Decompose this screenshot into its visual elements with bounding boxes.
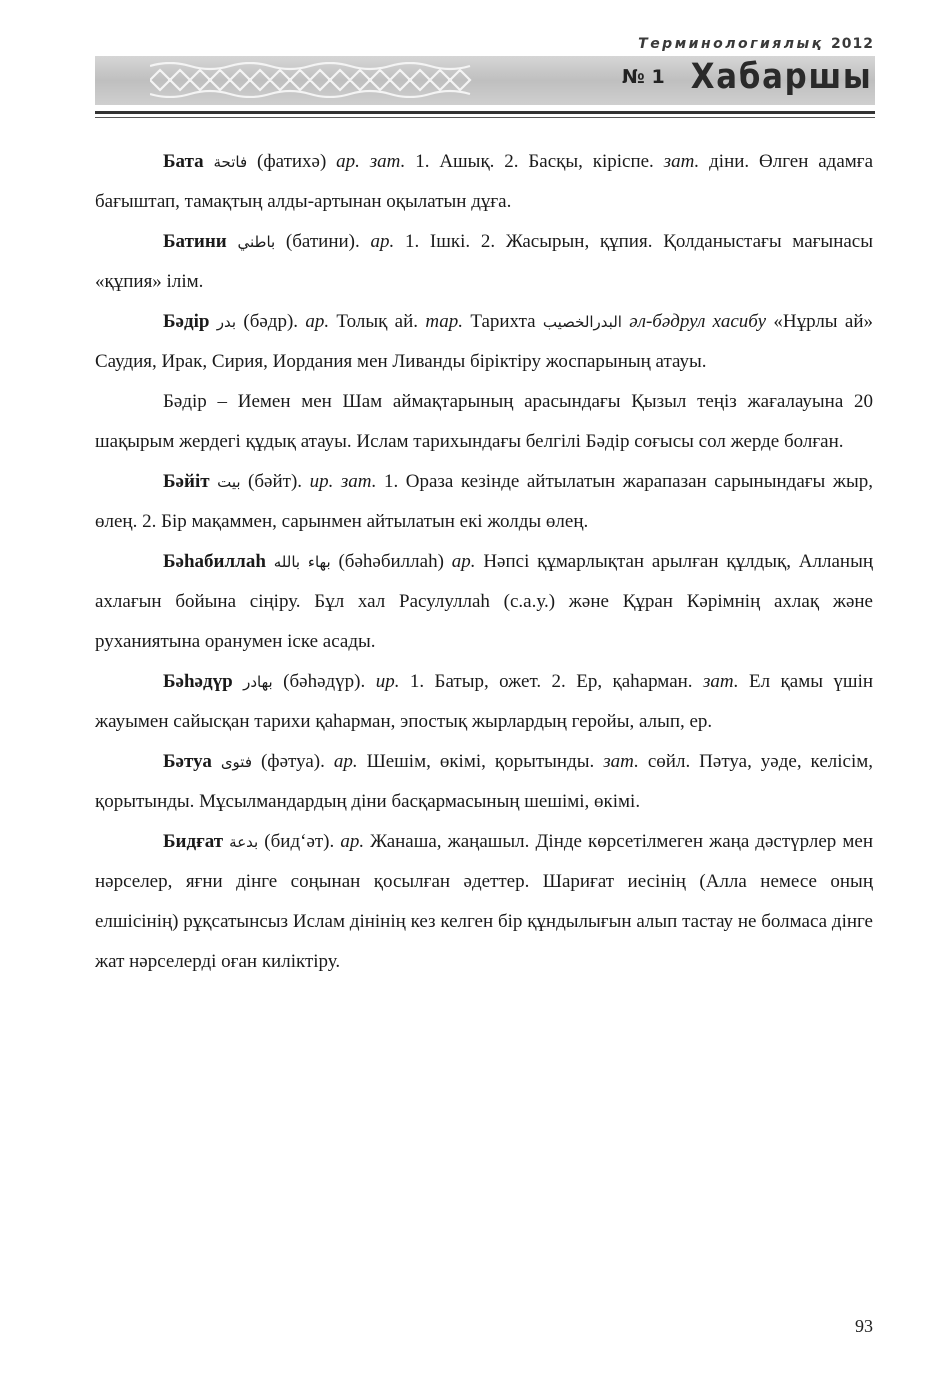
entry-headword: Бәһәдүр [163,671,233,692]
entry-7 [95,662,873,742]
entry-body: (фәтуа). ар. Шешім, өкімі, қорытынды. зат. сөйл. Пәтуа, уәде, келісім, қорытынды. Мұсылмандардың діни басқармасының шешімі, өкімі. [95,751,873,812]
header-rule-thick [95,111,875,114]
running-header-title [610,36,874,52]
entry-body: (бәһәбиллаһ) ар. Нәпсі құмарлықтан арылған құлдық, Алланың ахлағын бойына сіңіру. Бұл хал Расулуллаһ (с.а.у.) және Құран Кәрімнің ахлақ және руханиятына оранумен іске асады. [95,551,874,652]
header-rule-thin [95,117,875,118]
entry-headword: Бәһабиллаһ [163,551,266,572]
entry-body: (бәһәдүр). ир. 1. Батыр, ожет. 2. Ер, қаһарман. зат. Ел қамы үшін жауымен сайысқан тарихи қаһарман, эпостық жырлардың геройы, алып, ер. [95,671,874,732]
entry-headword: Бидғат [163,831,224,852]
entry-9 [95,822,873,982]
entry-headword: Бата [163,151,204,172]
entry-8 [95,742,873,822]
header-band [95,56,875,105]
entry-1 [95,142,873,222]
entry-body: (бәйт). ир. зат. 1. Ораза кезінде айтылатын жарапазан сарынындағы жыр, өлең. 2. Бір мақаммен, сарынмен айтылатын екі жолды өлең. [95,471,873,532]
entry-2 [95,222,873,302]
journal-top-label: Терминологиялық [638,36,824,52]
entry-body: Бәдір – Иемен мен Шам аймақтарының арасындағы Қызыл теңіз жағалауына 20 шақырым жердегі құдық атауы. Ислам тарихындағы белгілі Бәдір соғысы сол жерде болған. [95,391,873,452]
entry-body: (бәдр). ар. Толық ай. тар. Тарихта البدرالخصيب әл-бәдрул хасибу «Нұрлы ай» Саудия, Ирак, Сирия, Иордания мен Ливанды біріктіру жоспарының атауы. [95,311,873,372]
entry-body: (батини). ар. 1. Ішкі. 2. Жасырын, құпия. Қолданыстағы мағынасы «құпия» ілім. [95,231,873,292]
entry-arabic: بهادر [243,673,273,691]
entry-5 [95,462,873,542]
entry-headword: Бәйіт [163,471,210,492]
ornament-pattern-icon [150,62,490,98]
entry-headword: Батини [163,231,227,252]
entry-arabic: باطني [237,233,276,251]
entry-arabic: بهاء بالله [273,553,331,571]
issue-number: № 1 [622,66,665,88]
entry-arabic: فتوى [220,753,252,771]
entry-headword: Бәтуа [163,751,212,772]
page-number: 93 [855,1316,873,1336]
entry-6 [95,542,873,662]
entry-body: (бид‘әт). ар. Жанаша, жаңашыл. Дінде көрсетілмеген жаңа дәстүрлер мен нәрселер, яғни дінге соңынан қосылған әдеттер. Шариғат иесінің (Алла немесе оның елшісінің) рұқсатынсыз Ислам дінінің кез келген бір құндылығын алып тастау не болмаса дінге жат нәрселерді оған киліктіру. [95,831,874,972]
entry-arabic: بدر [216,313,237,331]
dictionary-entries [95,142,873,982]
journal-year: 2012 [831,36,874,52]
entry-arabic: بدعة [229,833,259,851]
entry-arabic: فاتحة [213,153,248,171]
entry-body: (фатихә) ар. зат. 1. Ашық. 2. Басқы, кіріспе. зат. діни. Өлген адамға бағыштап, тамақтың алды-артынан оқылатын дұға. [95,151,874,212]
entry-headword: Бәдір [163,311,210,332]
entry-3 [95,302,873,382]
entry-arabic: بيت [217,473,241,491]
entry-4 [95,382,873,462]
journal-name: Хабаршы [691,57,873,97]
